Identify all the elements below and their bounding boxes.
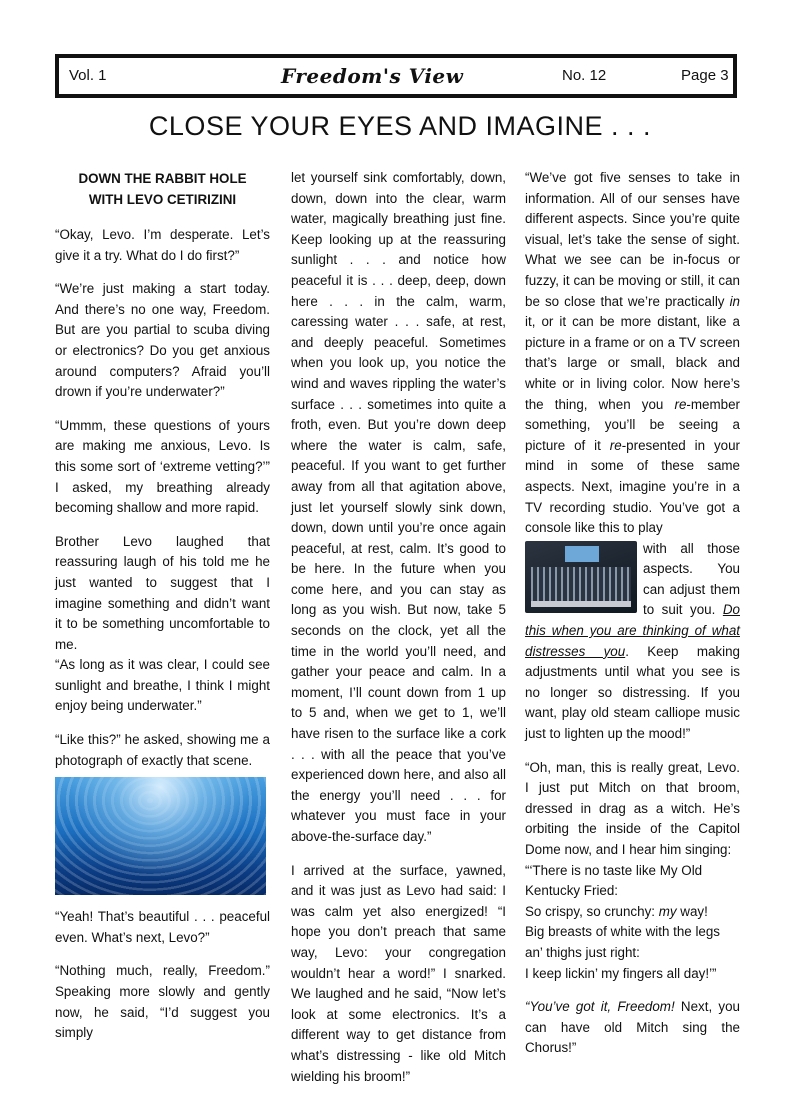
paragraph: “Yeah! That’s beautiful . . . peaceful even. What’s next, Levo?” [55, 909, 270, 945]
text-run: . Keep making adjustments until what you see is no longer so distressing. If you want, play old steam calliope music just to lighten up the mood!” [525, 643, 740, 742]
paragraph: “We’re just making a start today. And there’s no one way, Freedom. But are you partial to scuba diving or electronics? Do you get anxious around computers? Afraid you’ll drown if you’re underwater?” [55, 281, 270, 400]
text-run: -presented in your mind in some of these same aspects. Next, imagine you’re in a TV recording studio. You’ve got a console like this to play [525, 437, 741, 536]
text-run: Next, you can have old Mitch sing the Chorus!” [525, 999, 740, 1056]
text-run: re [674, 396, 687, 412]
song-line [525, 902, 740, 923]
column-2 [291, 168, 506, 1100]
subhead-line-2: WITH LEVO CETIRIZINI [88, 192, 237, 207]
song-line: Big breasts of white with the legs an’ thighs just right: [525, 924, 721, 960]
paragraph: “Like this?” he asked, showing me a photograph of exactly that scene. [55, 732, 270, 768]
text-run: “We’ve got five senses to take in information. All of our senses have different aspects. Since you’re quite visual, let’s take the sense of sight. What we see can be in-focus or fuzzy, it can be moving or still, it can be so close that we’re practically [525, 170, 740, 309]
masthead [55, 54, 737, 98]
paragraph: “Nothing much, really, Freedom.” Speaking more slowly and gently now, he said, “I’d suggest you simply [55, 963, 270, 1041]
volume-label: Vol. 1 [69, 67, 107, 84]
text-run: re [609, 437, 622, 453]
headline: CLOSE YOUR EYES AND IMAGINE . . . [148, 111, 652, 141]
console-faders [531, 567, 631, 605]
paragraph: “Oh, man, this is really great, Levo. I just put Mitch on that broom, dressed in drag as a witch. He’s orbiting the inside of the Capitol Dome now, and I hear him singing: [525, 759, 740, 857]
text-run: way! [676, 903, 708, 919]
paragraph: “Ummm, these questions of yours are making me anxious, Levo. Is this some sort of ‘extreme vetting?’” I asked, my breathing already becoming shallow and more rapid. [55, 417, 270, 516]
subhead-line-1: DOWN THE RABBIT HOLE [78, 171, 247, 186]
song-line: I keep lickin’ my fingers all day!’” [525, 965, 717, 981]
paragraph: I arrived at the surface, yawned, and it was just as Levo had said: I was calm yet also energized! “I hope you don’t preach that same way, Levo: your congregation wouldn’t hear a word!” I snarked. We laughed and he said, “Now let’s look at some electronics. It’s a different way to get distance from what’s distressing - like old Mitch wielding his broom!” [291, 862, 506, 1084]
page-number: Page 3 [681, 67, 729, 84]
underwater-photo [55, 777, 266, 895]
text-run: -member something, you’ll be seeing a picture of it [525, 396, 740, 453]
newsletter-title: Freedom's View [281, 64, 464, 88]
console-strip [531, 601, 631, 607]
paragraph: let yourself sink comfortably, down, down, down into the clear, warm water, magically breathing just fine. Keep looking up at the reassuring sunlight . . . and notice how peaceful it is . . . deep, deep, down here . . . in the calm, warm, caressing water . . . safe, at rest, and deeply peaceful. Sometimes when you look up, you notice the wind and waves rippling the water’s surface . . . sometimes into quite a froth, even. But you’re down deep where the water is calm, safe, peaceful. If you want to get further away from all that agitation above, just let yourself slowly sink down, down, down until you’re once again peaceful, at rest, calm. It’s good to be here. In the future when you come here, and you can stay as long as you wish. But now, take 5 seconds on the clock, yet all the time in the world you’ll need, and gather your peace and calm. In a moment, I’ll count down from 1 up to 5 and, when we get to 1, we’ll have risen to the surface like a cork . . . with all the peace that you’ve experienced down here, and also all the energy you’ll need . . . for whatever you must face in your above-the-surface day.” [291, 170, 506, 844]
text-run: it, or it can be more distant, like a picture in a frame or on a TV screen that’s large or small, black and white or in living color. Now here’s the thing, when you [525, 314, 740, 412]
underlined-text: Do this when you are thinking of what distresses you [525, 602, 740, 659]
article-subhead [55, 168, 270, 210]
column-3 [525, 168, 740, 1072]
console-screen [565, 546, 599, 562]
issue-number: No. 12 [562, 67, 607, 84]
paragraph [525, 997, 740, 1059]
mixing-console-photo [525, 541, 637, 613]
text-run: with all those aspects. You can adjust them to suit you. [643, 540, 740, 618]
column-1 [55, 168, 270, 1057]
text-run: So crispy, so crunchy: [525, 903, 659, 919]
console-body [525, 541, 637, 613]
text-run: “You’ve got it, Freedom! [525, 999, 675, 1015]
text-run: my [658, 903, 677, 919]
song-line: “‘There is no taste like My Old Kentucky Fried: [525, 862, 703, 899]
paragraph: “As long as it was clear, I could see sunlight and breathe, I think I might enjoy being underwater.” [55, 657, 270, 714]
paragraph: Brother Levo laughed that reassuring laugh of his told me he just wanted to suggest that I imagine something and didn’t want it to be something uncomfortable to me. [55, 533, 270, 652]
paragraph: “Okay, Levo. I’m desperate. Let’s give it a try. What do I do first?” [55, 227, 270, 263]
text-run: in [729, 293, 740, 309]
paragraph [525, 168, 740, 745]
